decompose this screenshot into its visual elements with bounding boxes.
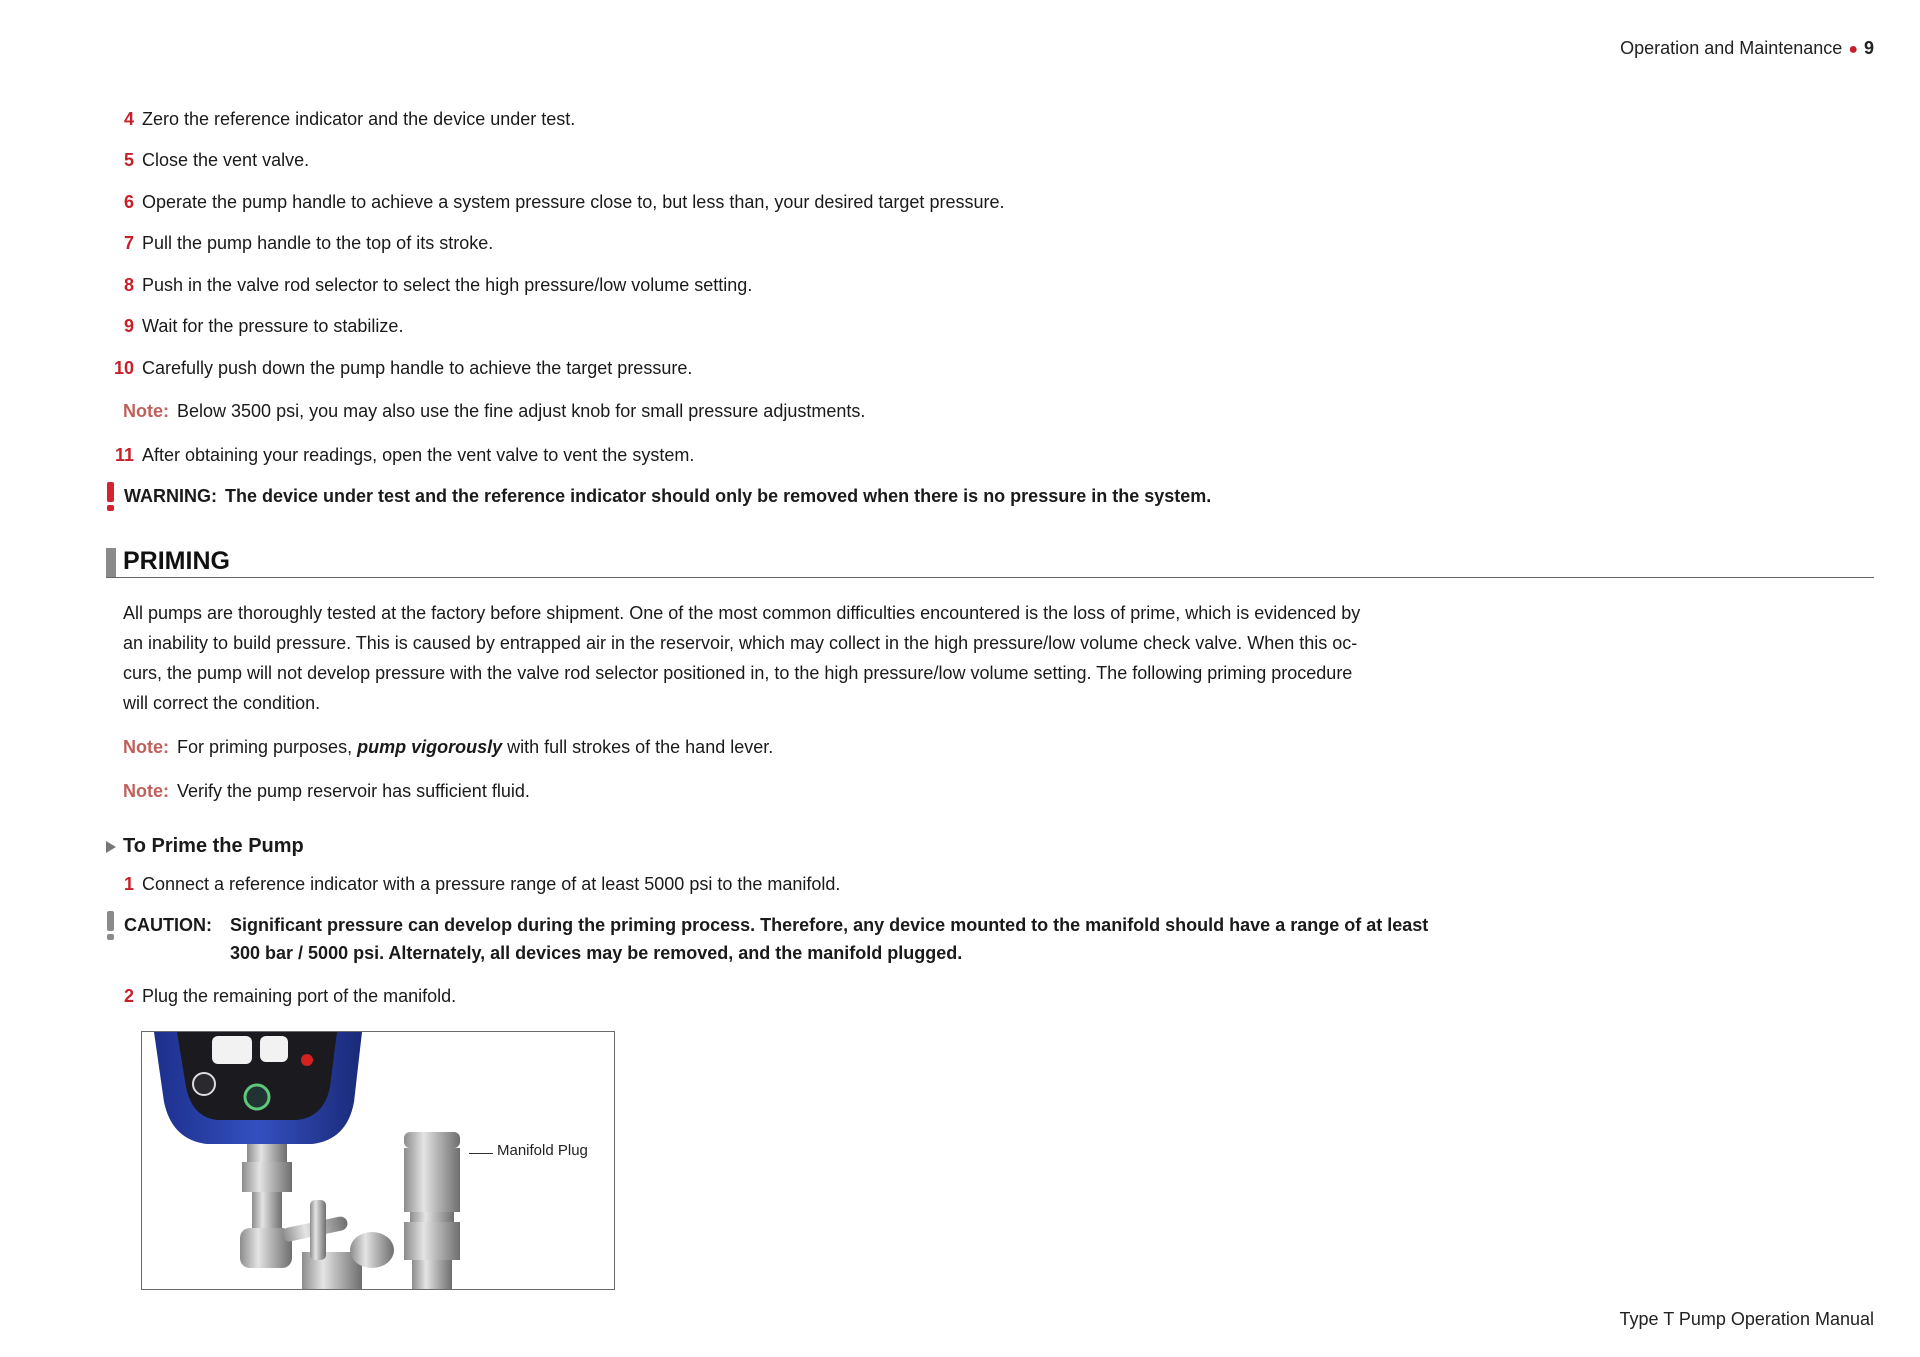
power-button-icon: [245, 1085, 269, 1109]
bullet-dot-icon: ●: [1848, 41, 1858, 58]
page-header: [1620, 38, 1874, 59]
step-number: 6: [123, 192, 134, 212]
gauge-key: [260, 1036, 288, 1062]
note-label: Note:: [123, 401, 169, 421]
paragraph-line: will correct the condition.: [123, 693, 321, 713]
step-number: 1: [123, 874, 134, 894]
step-item: [106, 146, 309, 174]
priming-paragraph: [123, 598, 1423, 718]
procedure-title: To Prime the Pump: [123, 835, 304, 857]
page-footer: Type T Pump Operation Manual: [1619, 1309, 1874, 1329]
hex-nut: [404, 1222, 460, 1260]
step-text: Zero the reference indicator and the device under test.: [142, 109, 576, 129]
header-section: Operation and Maintenance: [1620, 38, 1843, 58]
step-item: [106, 105, 575, 133]
step-item: [106, 982, 456, 1010]
step-item: [106, 271, 752, 299]
step-text: Carefully push down the pump handle to achieve the target pressure.: [142, 358, 693, 378]
fitting: [412, 1260, 452, 1289]
step-text: Close the vent valve.: [142, 150, 310, 170]
step-number: 8: [123, 275, 134, 295]
callout-label: Manifold Plug: [497, 1142, 588, 1159]
note-text: Verify the pump reservoir has sufficient fluid.: [177, 781, 530, 801]
step-text: Push in the valve rod selector to select the high pressure/low volume setting.: [142, 275, 753, 295]
section-divider: [106, 577, 1874, 578]
step-text: After obtaining your readings, open the vent valve to vent the system.: [142, 445, 695, 465]
gauge-key: [212, 1036, 252, 1064]
caution-text: Significant pressure can develop during the priming process. Therefore, any device mounted to the manifold should have a range of at least 300 bar / 5000 psi. Alternately, all devices may be removed, and the manifold plugged.: [230, 915, 1429, 963]
manifold-figure: [141, 1031, 615, 1290]
note-text-pre: For priming purposes,: [177, 737, 358, 757]
step-number: 10: [113, 358, 134, 378]
section-marker: [106, 548, 116, 578]
step-item: [106, 441, 694, 469]
step-text: Plug the remaining port of the manifold.: [142, 986, 457, 1006]
step-text: Wait for the pressure to stabilize.: [142, 316, 404, 336]
record-button-icon: [301, 1054, 313, 1066]
valve-stem: [310, 1200, 326, 1260]
step-item: [106, 870, 840, 898]
triangle-right-icon: [106, 841, 116, 853]
warning-exclamation-icon: [107, 482, 114, 511]
step-number: 7: [123, 233, 134, 253]
caution-label: CAUTION:: [124, 915, 212, 935]
paragraph-line: curs, the pump will not develop pressure with the valve rod selector positioned in, to the high pressure/low volume setting. The following priming procedure: [123, 663, 1353, 683]
note: [123, 733, 773, 761]
warning-label: WARNING:: [124, 486, 217, 506]
step-text: Operate the pump handle to achieve a system pressure close to, but less than, your desired target pressure.: [142, 192, 1005, 212]
paragraph-line: All pumps are thoroughly tested at the factory before shipment. One of the most common difficulties encountered is the loss of prime, which is evidenced by: [123, 603, 1361, 623]
note-label: Note:: [123, 737, 169, 757]
step-item: [106, 312, 403, 340]
hex-nut: [242, 1162, 292, 1192]
paragraph-line: an inability to build pressure. This is caused by entrapped air in the reservoir, which may collect in the high pressure/low volume check valve. When this oc-: [123, 633, 1358, 653]
warning-block: [124, 482, 1211, 510]
note-text-post: with full strokes of the hand lever.: [502, 737, 774, 757]
step-number: 9: [123, 316, 134, 336]
note-text: Below 3500 psi, you may also use the fine adjust knob for small pressure adjustments.: [177, 401, 866, 421]
step-text: Pull the pump handle to the top of its stroke.: [142, 233, 494, 253]
fitting: [410, 1212, 454, 1222]
pump-manifold-illustration: [142, 1032, 614, 1289]
warning-text: The device under test and the reference indicator should only be removed when there is no pressure in the system.: [225, 486, 1212, 506]
callout-leader-line: [469, 1153, 493, 1154]
note-emphasis: pump vigorously: [357, 737, 503, 757]
caution-exclamation-icon: [107, 911, 114, 940]
step-number: 4: [123, 109, 134, 129]
step-item: [106, 229, 493, 257]
plug-cap: [404, 1132, 460, 1148]
gauge-button-left: [193, 1073, 215, 1095]
note-label: Note:: [123, 781, 169, 801]
page-number: 9: [1863, 38, 1874, 58]
step-item: [106, 188, 1004, 216]
note: [123, 397, 865, 425]
section-title: PRIMING: [123, 547, 230, 575]
fitting: [247, 1144, 287, 1162]
valve-knob: [350, 1232, 394, 1268]
step-number: 5: [123, 150, 134, 170]
step-number: 2: [123, 986, 134, 1006]
fitting: [252, 1192, 282, 1228]
step-item: [106, 354, 692, 382]
note: [123, 777, 530, 805]
manifold-plug: [404, 1148, 460, 1212]
step-text: Connect a reference indicator with a pressure range of at least 5000 psi to the manifold.: [142, 874, 841, 894]
step-number: 11: [114, 445, 134, 465]
